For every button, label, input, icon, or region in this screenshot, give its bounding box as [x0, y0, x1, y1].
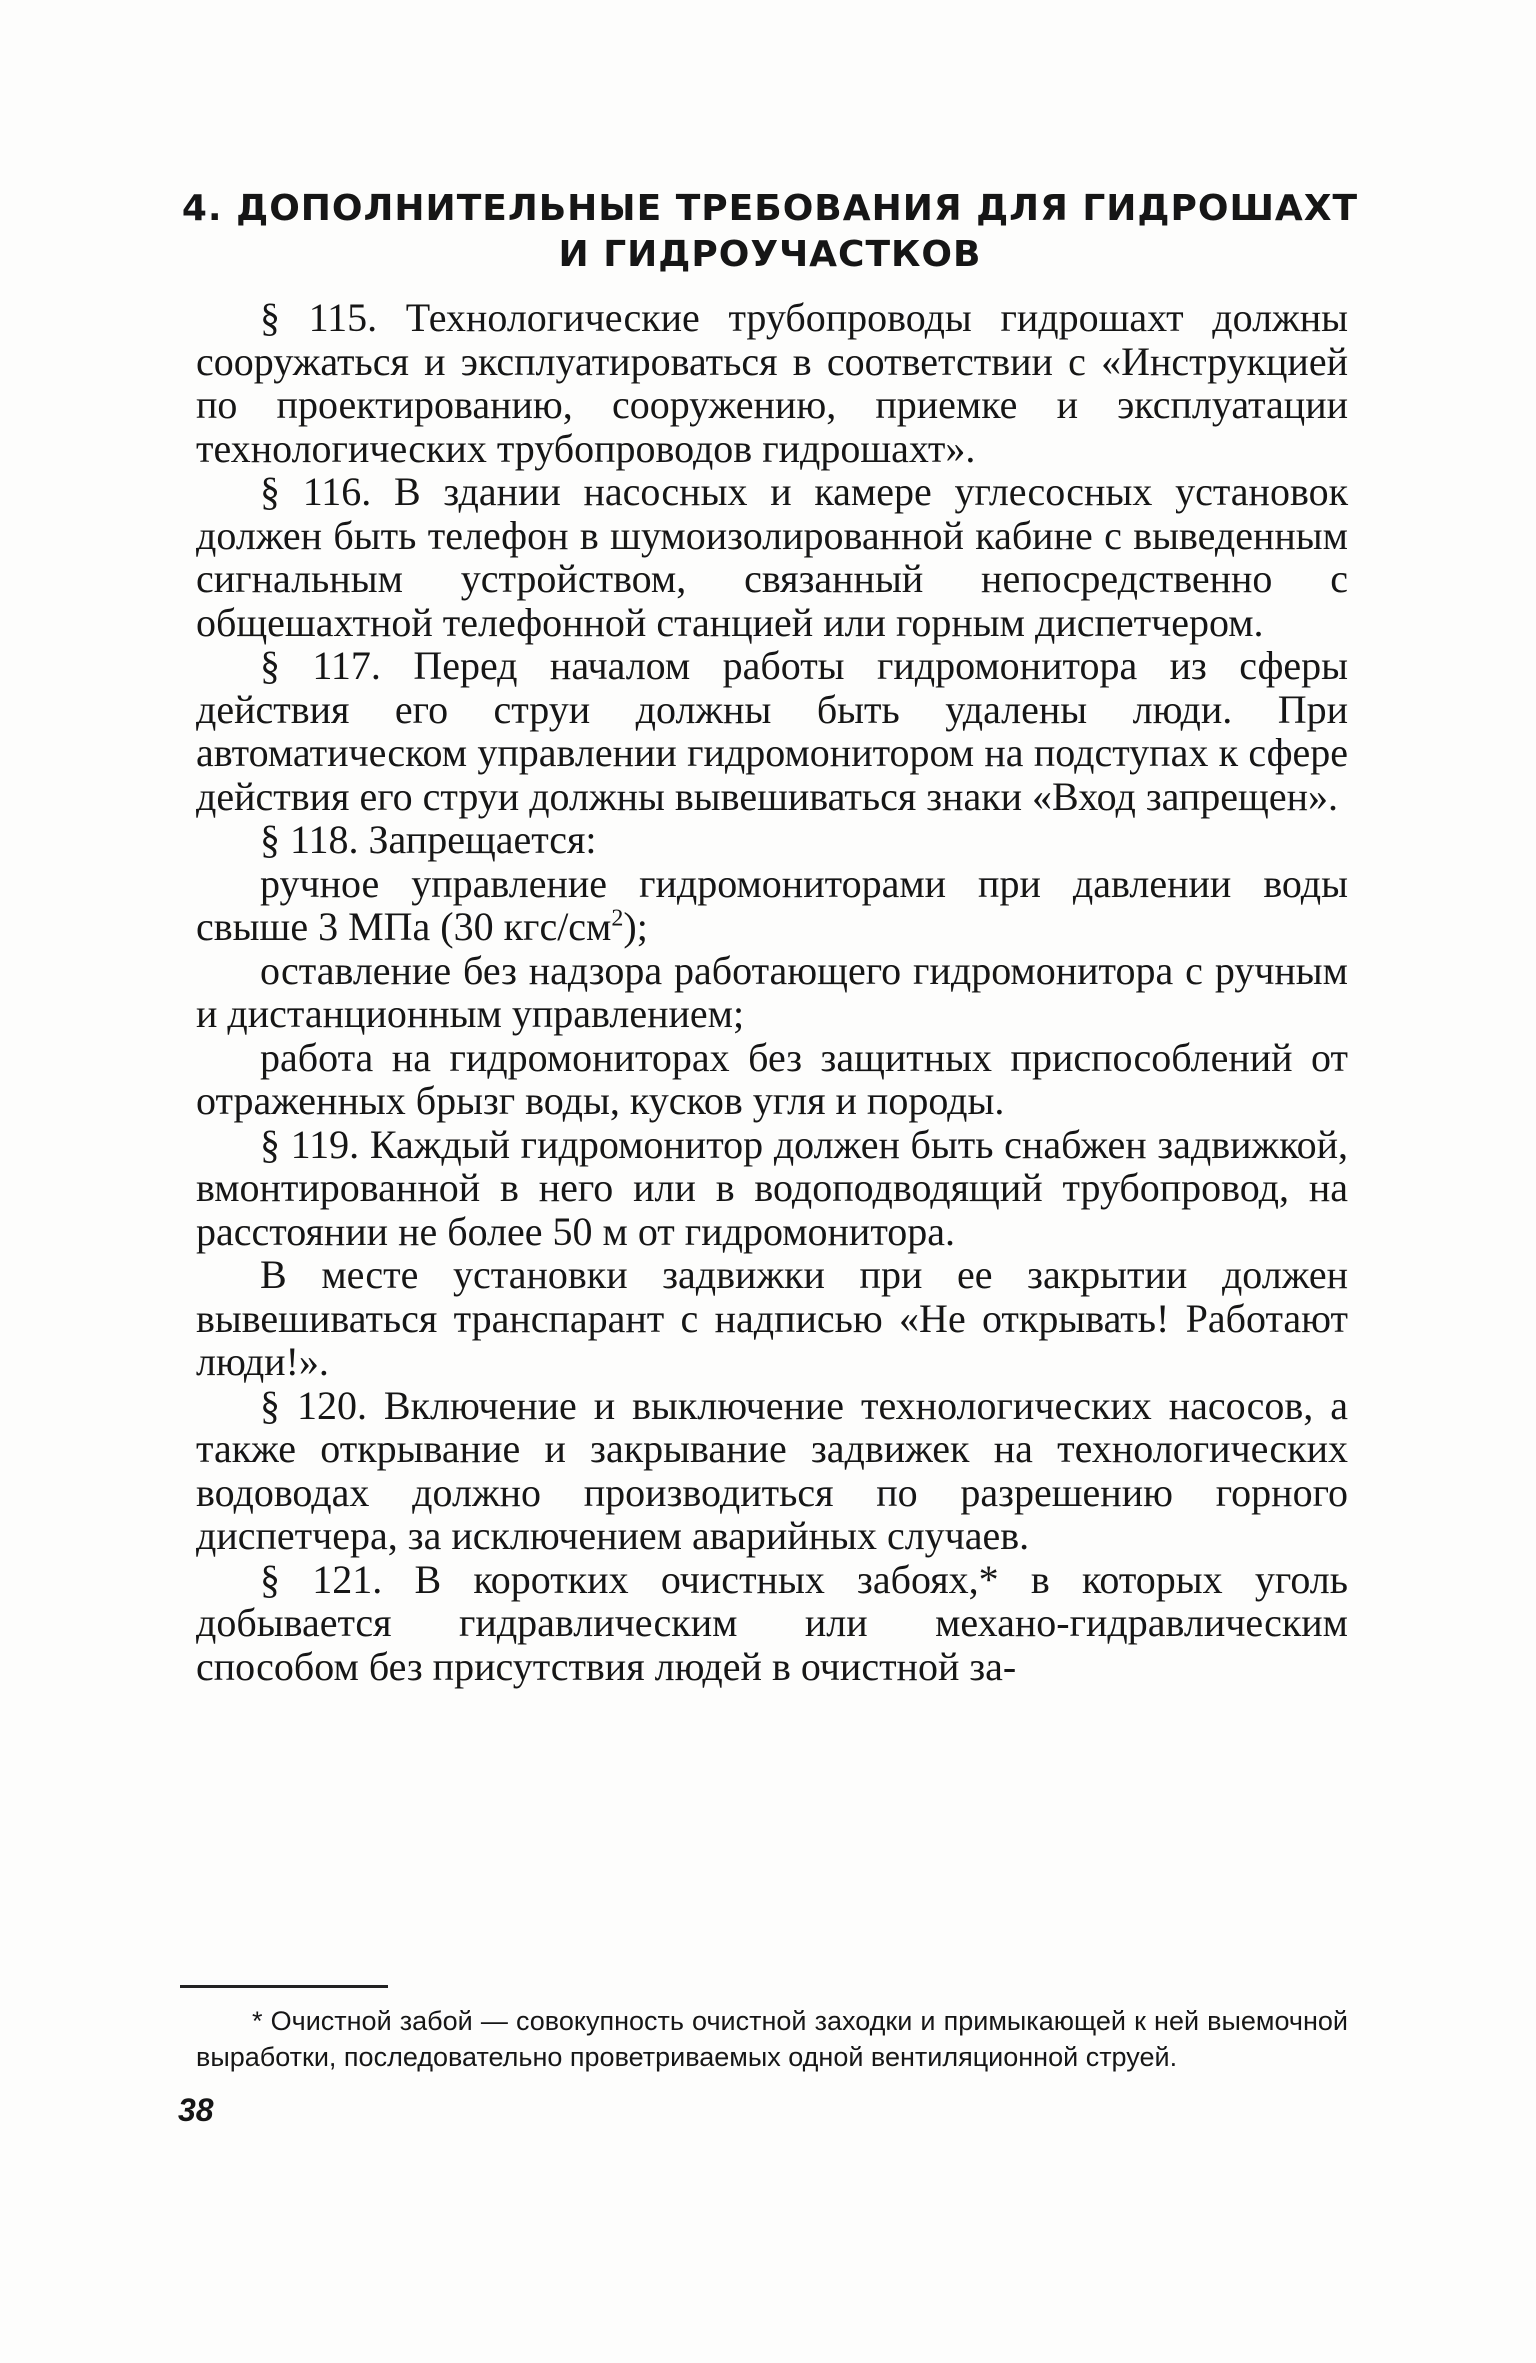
body-text [196, 296, 1348, 1688]
paragraph-120: § 120. Включение и выключение технологических насосов, а также открывание и закрывание задвижек на технологических водоводах должно производиться по разрешению горного диспетчера, за исключением аварийных случаев. [196, 1382, 1348, 1558]
footnote-divider [180, 1985, 388, 1988]
paragraph-116: § 116. В здании насосных и камере углесосных установок должен быть телефон в шумоизолированной кабине с выведенным сигнальным устройством, связанный непосредственно с общешахтной телефонной станцией или горным диспетчером. [196, 469, 1348, 645]
page-number: 38 [178, 2092, 214, 2128]
footnote: * Очистной забой — совокупность очистной заходки и примыкающей к ней выемочной выработки, последовательно проветриваемых одной вентиляционной струей. [196, 2006, 1348, 2072]
paragraph-117: § 117. Перед началом работы гидромонитора из сферы действия его струи должны быть удалены люди. При автоматическом управлении гидромонитором на подступах к сфере действия его струи должны вывешиваться знаки «Вход запрещен». [196, 643, 1348, 819]
prohibition-item-1 [196, 862, 1348, 949]
prohibition-item-1-end: ); [623, 904, 648, 949]
prohibition-item-1-text: ручное управление гидромониторами при давлении воды свыше 3 МПа (30 кгс/см [196, 860, 1348, 949]
paragraph-115: § 115. Технологические трубопроводы гидрошахт должны сооружаться и эксплуатироваться в соответствии с «Инструкцией по проектированию, сооружению, приемке и эксплуатации технологических трубопроводов гидрошахт». [196, 295, 1348, 471]
prohibition-item-2: оставление без надзора работающего гидромонитора с ручным и дистанционным управлением; [196, 947, 1348, 1036]
prohibition-item-3: работа на гидромониторах без защитных приспособлений от отраженных брызг воды, кусков угля и породы. [196, 1034, 1348, 1123]
paragraph-119: § 119. Каждый гидромонитор должен быть снабжен задвижкой, вмонтированной в него или в водоподводящий трубопровод, на расстоянии не более 50 м от гидромонитора. [196, 1121, 1348, 1254]
paragraph-118: § 118. Запрещается: [260, 817, 597, 862]
section-heading-line-1: 4. ДОПОЛНИТЕЛЬНЫЕ ТРЕБОВАНИЯ ДЛЯ ГИДРОШАХТ [181, 188, 1359, 229]
paragraph-119-continued: В месте установки задвижки при ее закрытии должен вывешиваться транспарант с надписью «Не открывать! Работают люди!». [196, 1252, 1348, 1384]
section-heading-line-2: И ГИДРОУЧАСТКОВ [558, 234, 982, 275]
superscript: 2 [611, 905, 624, 932]
paragraph-121: § 121. В коротких очистных забоях,* в которых уголь добывается гидравлическим или механо-гидравлическим способом без присутствия людей в очистной за- [196, 1556, 1348, 1689]
